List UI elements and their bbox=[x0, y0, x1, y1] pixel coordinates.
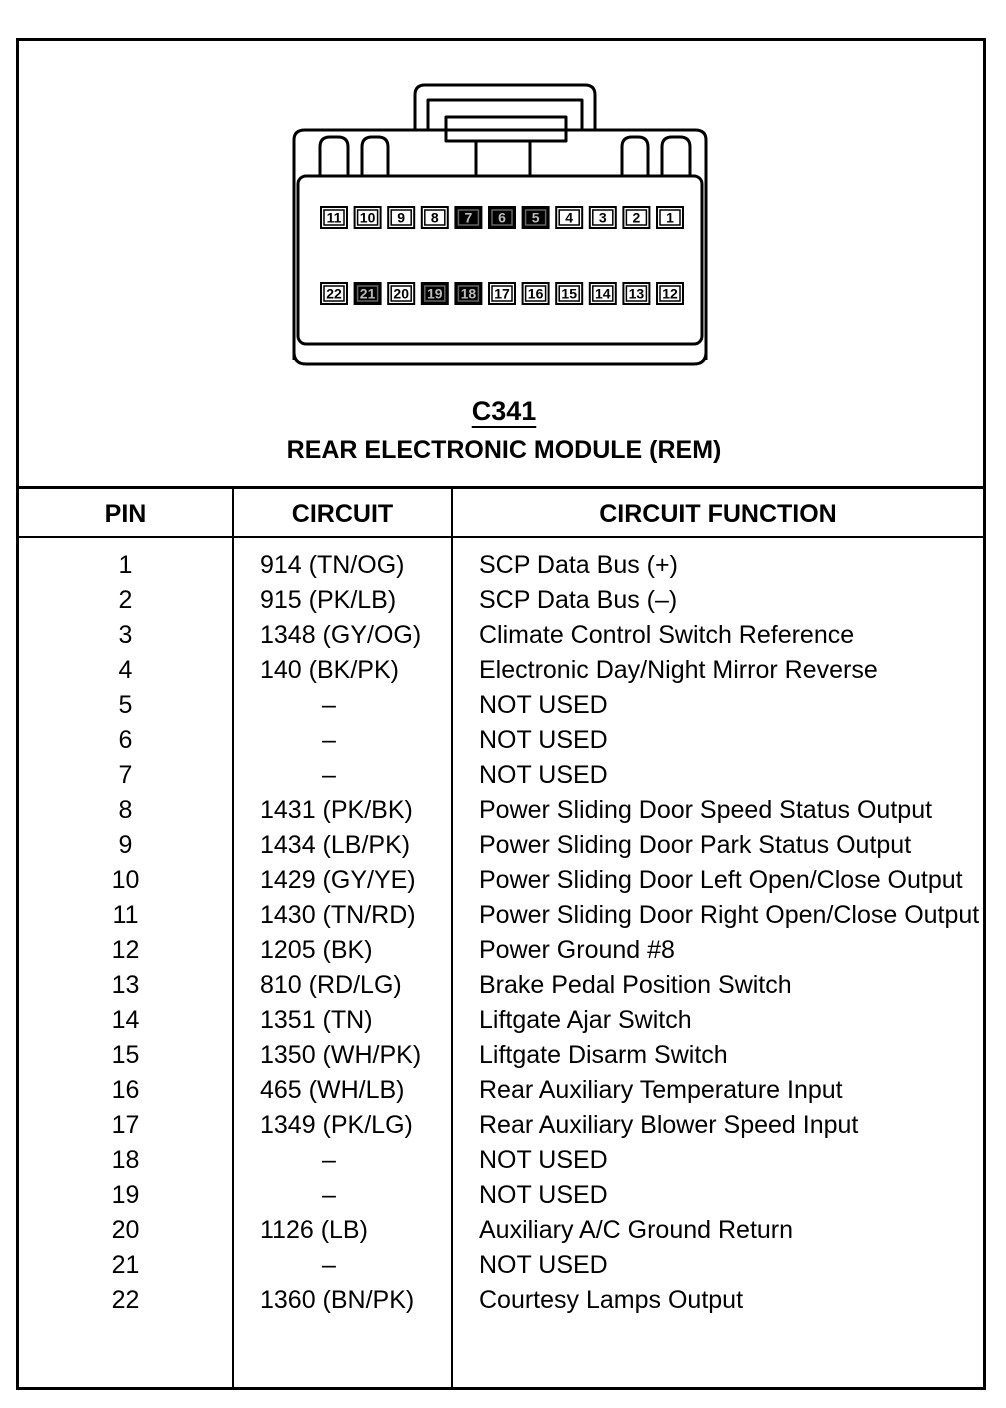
pin-number: 12 bbox=[111, 936, 140, 964]
circuit-function: NOT USED bbox=[479, 1146, 608, 1174]
table-row bbox=[19, 828, 983, 863]
pin-number: 19 bbox=[111, 1181, 140, 1209]
pin-label: 14 bbox=[595, 285, 611, 302]
circuit-function: NOT USED bbox=[479, 691, 608, 719]
connector-id bbox=[19, 396, 989, 427]
circuit-function: SCP Data Bus (–) bbox=[479, 586, 678, 614]
table-row bbox=[19, 898, 983, 933]
pin-label: 5 bbox=[531, 209, 540, 226]
circuit-function: Power Sliding Door Park Status Output bbox=[479, 831, 912, 859]
circuit-function: NOT USED bbox=[479, 761, 608, 789]
circuit-value: 1430 (TN/RD) bbox=[260, 901, 416, 929]
pin-number: 11 bbox=[112, 901, 139, 929]
pin-label: 22 bbox=[326, 285, 342, 302]
pin-number: 7 bbox=[118, 761, 133, 789]
table-row bbox=[19, 1283, 983, 1318]
circuit-function: NOT USED bbox=[479, 1181, 608, 1209]
circuit-function: NOT USED bbox=[479, 1251, 608, 1279]
circuit-value: – bbox=[322, 1251, 336, 1279]
pin-number: 8 bbox=[118, 796, 133, 824]
circuit-function: Power Sliding Door Left Open/Close Output bbox=[479, 866, 963, 894]
pin-number: 6 bbox=[118, 726, 133, 754]
module-name: REAR ELECTRONIC MODULE (REM) bbox=[286, 436, 722, 464]
pin-label: 18 bbox=[460, 285, 477, 302]
pin-label: 8 bbox=[430, 209, 439, 226]
circuit-value: – bbox=[322, 1181, 336, 1209]
pin-label: 6 bbox=[498, 209, 506, 226]
pin-number: 21 bbox=[111, 1251, 140, 1279]
circuit-function: Power Sliding Door Speed Status Output bbox=[479, 796, 933, 824]
table-row bbox=[19, 1213, 983, 1248]
pin-number: 22 bbox=[111, 1286, 140, 1314]
table-row bbox=[19, 1143, 983, 1178]
pin-label: 2 bbox=[632, 209, 641, 226]
header-pin: PIN bbox=[104, 500, 147, 528]
header-circuit: CIRCUIT bbox=[291, 500, 394, 528]
circuit-value: 1351 (TN) bbox=[260, 1006, 373, 1034]
circuit-value: 1348 (GY/OG) bbox=[260, 621, 422, 649]
connector-id-text: C341 bbox=[471, 396, 537, 426]
pin-number: 1 bbox=[118, 551, 133, 579]
pin-label: 12 bbox=[662, 285, 678, 302]
table-row bbox=[19, 653, 983, 688]
table-row bbox=[19, 618, 983, 653]
table-row bbox=[19, 1073, 983, 1108]
pin-number: 15 bbox=[111, 1041, 140, 1069]
pin-label: 15 bbox=[561, 285, 577, 302]
table-row bbox=[19, 1178, 983, 1213]
pin-label: 19 bbox=[427, 285, 443, 302]
pin-number: 13 bbox=[111, 971, 140, 999]
circuit-function: Auxiliary A/C Ground Return bbox=[479, 1216, 794, 1244]
header-circuit-function: CIRCUIT FUNCTION bbox=[599, 500, 837, 528]
table-row bbox=[19, 933, 983, 968]
table-row bbox=[19, 1038, 983, 1073]
pin-number: 4 bbox=[118, 656, 133, 684]
pin-label: 1 bbox=[666, 209, 674, 226]
circuit-function: Climate Control Switch Reference bbox=[479, 621, 855, 649]
pin-label: 4 bbox=[565, 209, 574, 226]
circuit-value: – bbox=[322, 761, 336, 789]
table-row bbox=[19, 723, 983, 758]
circuit-value: 1205 (BK) bbox=[260, 936, 373, 964]
pin-number: 16 bbox=[111, 1076, 140, 1104]
pin-number: 9 bbox=[118, 831, 133, 859]
circuit-value: 1429 (GY/YE) bbox=[260, 866, 416, 894]
circuit-value: 1431 (PK/BK) bbox=[260, 796, 413, 824]
circuit-value: 1349 (PK/LG) bbox=[260, 1111, 413, 1139]
table-row bbox=[19, 968, 983, 1003]
table-row bbox=[19, 548, 983, 583]
circuit-function: Liftgate Ajar Switch bbox=[479, 1006, 692, 1034]
pin-label: 20 bbox=[393, 285, 409, 302]
circuit-value: – bbox=[322, 726, 336, 754]
circuit-value: – bbox=[322, 691, 336, 719]
pin-number: 17 bbox=[111, 1111, 140, 1139]
circuit-function: Power Sliding Door Right Open/Close Output bbox=[479, 901, 980, 929]
circuit-value: 810 (RD/LG) bbox=[260, 971, 402, 999]
pin-number: 5 bbox=[118, 691, 133, 719]
circuit-function: Rear Auxiliary Temperature Input bbox=[479, 1076, 843, 1104]
table-row bbox=[19, 1248, 983, 1283]
circuit-function: Courtesy Lamps Output bbox=[479, 1286, 744, 1314]
pin-label: 9 bbox=[397, 209, 406, 226]
circuit-value: 140 (BK/PK) bbox=[260, 656, 399, 684]
table-row bbox=[19, 583, 983, 618]
pin-label: 16 bbox=[527, 285, 544, 302]
pin-label: 7 bbox=[464, 209, 473, 226]
pin-label: 11 bbox=[326, 209, 342, 226]
table-row bbox=[19, 863, 983, 898]
circuit-value: 914 (TN/OG) bbox=[260, 551, 405, 579]
table-row bbox=[19, 688, 983, 723]
circuit-value: – bbox=[322, 1146, 336, 1174]
table-header-border bbox=[19, 536, 983, 538]
circuit-value: 1126 (LB) bbox=[260, 1216, 368, 1244]
diagram-frame bbox=[16, 38, 986, 1390]
table-top-border bbox=[19, 486, 983, 489]
pin-number: 14 bbox=[111, 1006, 140, 1034]
pin-number: 10 bbox=[111, 866, 140, 894]
table-row bbox=[19, 1108, 983, 1143]
pin-table-body bbox=[19, 548, 983, 1318]
circuit-value: 1434 (LB/PK) bbox=[260, 831, 411, 859]
circuit-value: 915 (PK/LB) bbox=[260, 586, 397, 614]
pin-number: 20 bbox=[111, 1216, 140, 1244]
circuit-function: NOT USED bbox=[479, 726, 608, 754]
circuit-function: Brake Pedal Position Switch bbox=[479, 971, 792, 999]
table-row bbox=[19, 793, 983, 828]
circuit-function: Liftgate Disarm Switch bbox=[479, 1041, 728, 1069]
circuit-value: 465 (WH/LB) bbox=[260, 1076, 405, 1104]
table-row bbox=[19, 758, 983, 793]
circuit-value: 1360 (BN/PK) bbox=[260, 1286, 415, 1314]
pin-label: 3 bbox=[598, 209, 607, 226]
pin-label: 21 bbox=[359, 285, 376, 302]
pin-number: 2 bbox=[118, 586, 133, 614]
pin-label: 17 bbox=[494, 285, 510, 302]
circuit-function: SCP Data Bus (+) bbox=[479, 551, 678, 579]
circuit-function: Rear Auxiliary Blower Speed Input bbox=[479, 1111, 859, 1139]
circuit-function: Electronic Day/Night Mirror Reverse bbox=[479, 656, 878, 684]
pin-number: 3 bbox=[118, 621, 133, 649]
pin-label: 10 bbox=[359, 209, 376, 226]
table-row bbox=[19, 1003, 983, 1038]
circuit-function: Power Ground #8 bbox=[479, 936, 675, 964]
circuit-value: 1350 (WH/PK) bbox=[260, 1041, 422, 1069]
pin-number: 18 bbox=[111, 1146, 140, 1174]
pin-label: 13 bbox=[628, 285, 645, 302]
